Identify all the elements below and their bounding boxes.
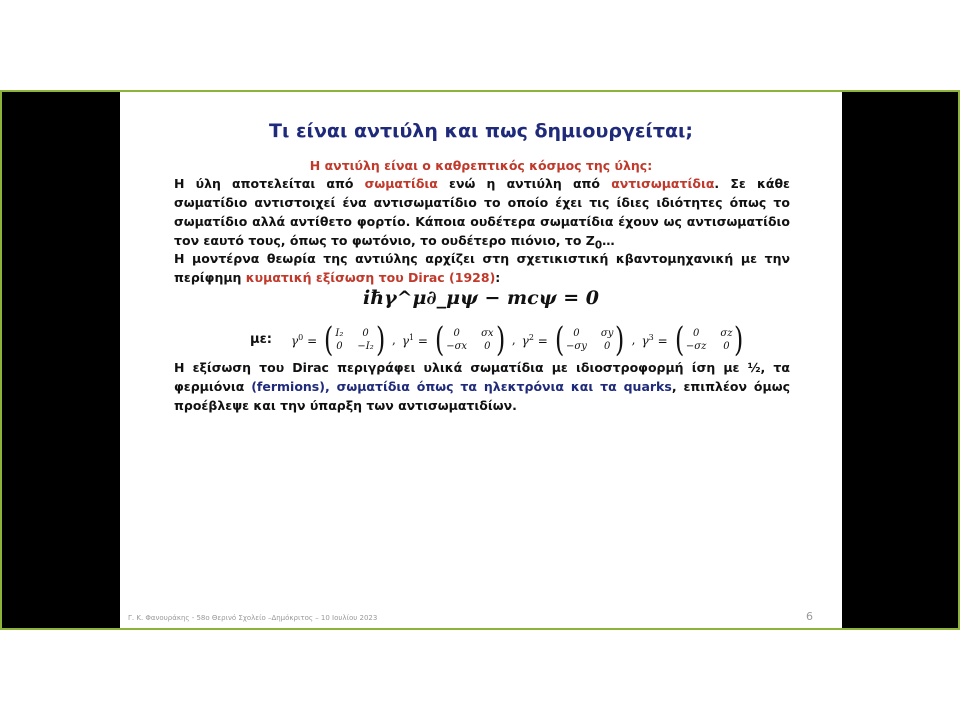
- matrix-cell: I₂: [335, 328, 344, 339]
- matrix-cell: 0: [603, 341, 611, 352]
- dirac-equation-text: iħγ^μ∂_μψ − mcψ = 0: [363, 287, 599, 309]
- gamma-0-matrix: ( I₂ 0 0 −I₂ ): [324, 320, 385, 360]
- matrix-cell: 0: [723, 341, 730, 352]
- gamma-2-matrix: ( 0 σy −σy 0 ): [554, 320, 625, 360]
- para1-text-3: . Σε κάθε σωματίδιο αντιστοιχεί ένα αντισωματίδιο το οποίο έχει τις ίδιες ιδιότητες όπως το σωματίδιο αλλά αντίθετο φορτίο. Κάποια ουδέτερα σωματίδια έχουν ως αντισωματίδιο τον εαυτό τους, όπως το φωτόνιο, το ουδέτερο πιόνιο, το Z: [174, 176, 791, 248]
- matrix-cell: σy: [600, 328, 614, 339]
- matrix-cell: 0: [453, 328, 460, 339]
- para2-highlight-dirac: κυματική εξίσωση του Dirac (1928): [245, 270, 496, 285]
- paragraph-dirac-description: [174, 358, 790, 415]
- para3-text-1: Η εξίσωση του Dirac περιγράφει υλικά σωματίδια με ιδιοστροφορμή ίση με ½, τα φερμιόνια: [174, 360, 790, 394]
- para1-text-1: Η ύλη αποτελείται από: [174, 176, 365, 191]
- gamma-3-symbol: $\gamma^3$ =: [641, 332, 668, 348]
- matrix-cell: −σz: [685, 341, 707, 352]
- gamma-2-symbol: $\gamma^2$ =: [521, 332, 548, 348]
- para1-text-2: ενώ η αντιύλη από: [437, 176, 612, 191]
- para1-highlight-particles: σωματίδια: [364, 176, 438, 191]
- matrix-cell: 0: [573, 328, 580, 339]
- presentation-frame: [0, 90, 960, 630]
- matrix-cell: −σy: [566, 341, 587, 352]
- slide-subtitle: Η αντιύλη είναι ο καθρεπτικός κόσμος της ύλης:: [309, 158, 653, 173]
- dirac-equation: [120, 287, 842, 309]
- paragraph-antimatter-definition: [174, 174, 790, 256]
- matrix-separator: ,: [631, 333, 636, 347]
- para1-text-4: …: [602, 233, 615, 248]
- gamma-1-matrix: ( 0 σx −σx 0 ): [434, 320, 505, 360]
- slide-footer: Γ. Κ. Φανουράκης - 58ο Θερινό Σχολείο –Δημόκριτος – 10 Ιουλίου 2023: [128, 614, 378, 622]
- para2-text-2: :: [495, 270, 501, 285]
- slide: [120, 92, 842, 628]
- matrix-cell: −I₂: [357, 341, 374, 352]
- z-subscript: 0: [594, 239, 603, 252]
- with-label: με:: [250, 332, 273, 347]
- para3-text-2: , επιπλέον όμως προέβλεψε και την ύπαρξη των αντισωματιδίων.: [174, 379, 790, 413]
- matrix-cell: σx: [481, 328, 494, 339]
- para1-highlight-antiparticles: αντισωματίδια: [611, 176, 715, 191]
- para2-text-1: Η μοντέρνα θεωρία της αντιύλης αρχίζει στη σχετικιστική κβαντομηχανική με την περίφημη: [174, 251, 790, 285]
- matrix-cell: 0: [336, 341, 343, 352]
- matrix-cell: −σx: [446, 341, 468, 352]
- matrix-cell: 0: [692, 328, 700, 339]
- gamma-0-symbol: $\gamma^0$ =: [291, 332, 318, 348]
- paragraph-dirac-theory: [174, 249, 790, 287]
- gamma-3-matrix: ( 0 σz −σz 0 ): [674, 320, 744, 360]
- slide-title: Τι είναι αντιύλη και πως δημιουργείται;: [268, 120, 694, 142]
- matrix-cell: 0: [484, 341, 491, 352]
- gamma-1-symbol: $\gamma^1$ =: [401, 332, 428, 348]
- matrix-separator: ,: [391, 333, 396, 347]
- matrix-cell: 0: [362, 328, 369, 339]
- gamma-matrices: [288, 320, 748, 360]
- page-number: 6: [806, 610, 813, 623]
- matrix-separator: ,: [511, 333, 516, 347]
- matrix-cell: σz: [720, 328, 733, 339]
- para3-highlight-fermions: (fermions), σωματίδια όπως τα ηλεκτρόνια και τα quarks: [251, 379, 672, 394]
